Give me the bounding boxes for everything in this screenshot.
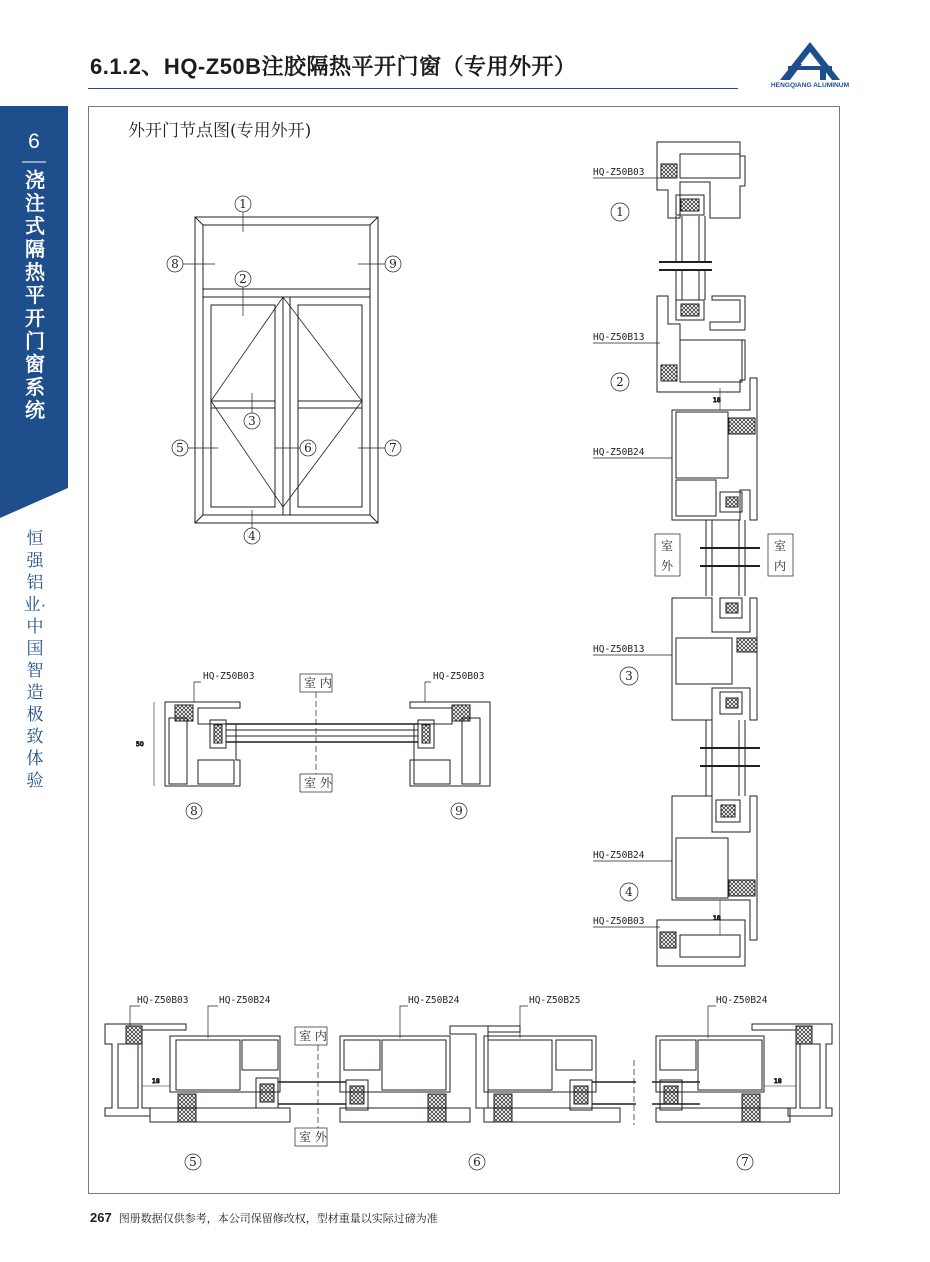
transom-section xyxy=(136,702,490,786)
transom-labels xyxy=(186,674,467,819)
h-label-b03: HQ-Z50B03 xyxy=(137,995,189,1006)
horizontal-section xyxy=(105,1024,832,1122)
elev-num-8: 8 xyxy=(171,257,179,271)
v-label-b13-a: HQ-Z50B13 xyxy=(593,332,645,343)
elev-num-5: 5 xyxy=(176,441,184,455)
v-outdoor-2: 外 xyxy=(661,559,674,573)
v-node-3: 3 xyxy=(625,669,633,683)
v-node-4: 4 xyxy=(625,885,633,899)
t-node-8: 8 xyxy=(190,804,198,818)
v-label-b03-top: HQ-Z50B03 xyxy=(593,167,645,178)
elev-num-1: 1 xyxy=(239,197,247,211)
v-dim-18b: 18 xyxy=(713,915,721,922)
company-slogan: 恒强铝业·中国智造 极致体验 xyxy=(23,529,47,790)
chapter-title: 浇注式隔热平开门窗系统 xyxy=(25,170,45,422)
drawing-title: 外开门节点图(专用外开) xyxy=(128,121,312,141)
page-title: 6.1.2、HQ-Z50B注胶隔热平开门窗（专用外开） xyxy=(90,54,577,79)
vertical-section xyxy=(657,142,760,966)
h-node-6: 6 xyxy=(473,1155,481,1169)
v-indoor-1: 室 xyxy=(774,539,787,553)
t-label-left: HQ-Z50B03 xyxy=(203,671,255,682)
v-label-b24-a: HQ-Z50B24 xyxy=(593,447,645,458)
t-label-right: HQ-Z50B03 xyxy=(433,671,485,682)
v-label-b03-bottom: HQ-Z50B03 xyxy=(593,916,645,927)
chapter-number: 6 xyxy=(28,130,40,153)
t-outdoor: 室 外 xyxy=(304,776,332,790)
h-node-7: 7 xyxy=(741,1155,749,1169)
vertical-section-labels xyxy=(593,178,793,927)
h-indoor: 室 内 xyxy=(299,1029,327,1043)
elev-num-9: 9 xyxy=(389,257,397,271)
v-dim-18a: 18 xyxy=(713,397,721,404)
elev-num-3: 3 xyxy=(248,414,256,428)
v-label-b13-b: HQ-Z50B13 xyxy=(593,644,645,655)
h-outdoor: 室 外 xyxy=(299,1130,327,1144)
door-elevation xyxy=(195,217,378,523)
h-node-5: 5 xyxy=(189,1155,197,1169)
h-label-b24-c: HQ-Z50B24 xyxy=(716,995,768,1006)
elev-num-4: 4 xyxy=(248,529,256,543)
elev-num-7: 7 xyxy=(389,441,397,455)
elev-num-6: 6 xyxy=(304,441,312,455)
h-dim-18a: 18 xyxy=(152,1078,160,1085)
v-indoor-2: 内 xyxy=(774,559,787,573)
v-label-b24-b: HQ-Z50B24 xyxy=(593,850,645,861)
elevation-callout-numbers xyxy=(171,197,397,543)
logo-text: HENGQIANG ALUMINUM xyxy=(770,82,850,89)
h-dim-18b: 18 xyxy=(774,1078,782,1085)
h-label-b25: HQ-Z50B25 xyxy=(529,995,581,1006)
v-node-1: 1 xyxy=(616,205,624,219)
page-number: 267 xyxy=(90,1210,112,1225)
h-label-b24-a: HQ-Z50B24 xyxy=(219,995,271,1006)
t-indoor: 室 内 xyxy=(304,676,332,690)
v-node-2: 2 xyxy=(616,375,624,389)
footer-note: 图册数据仅供参考，本公司保留修改权，型材重量以实际过磅为准 xyxy=(118,1213,438,1225)
t-node-9: 9 xyxy=(455,804,463,818)
t-dim-50: 50 xyxy=(136,741,144,748)
elev-num-2: 2 xyxy=(239,272,247,286)
v-outdoor-1: 室 xyxy=(661,539,674,553)
page-footer xyxy=(90,1210,438,1226)
h-label-b24-b: HQ-Z50B24 xyxy=(408,995,460,1006)
elevation-callouts xyxy=(167,196,401,544)
